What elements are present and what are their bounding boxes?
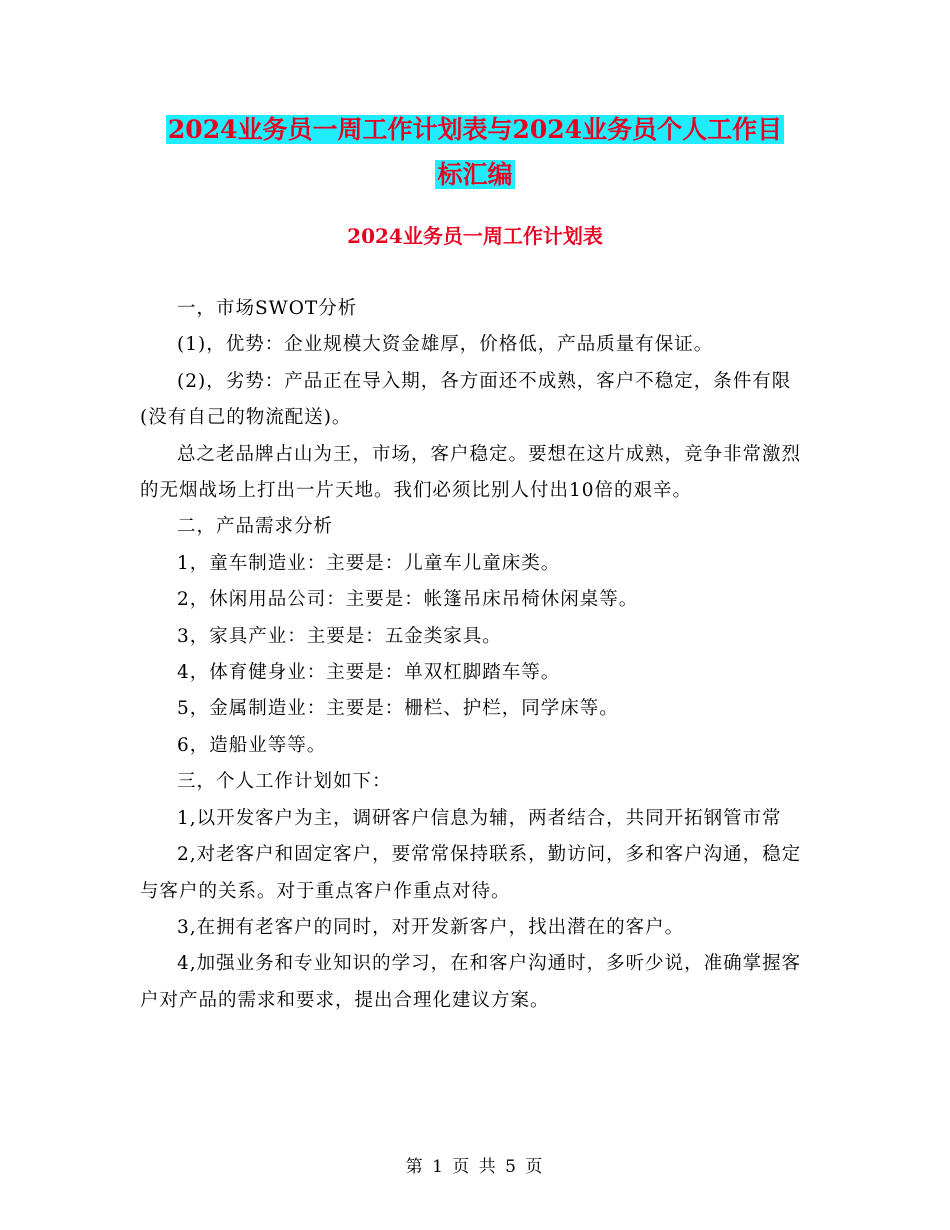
paragraph: 二，产品需求分析 (177, 516, 334, 538)
paragraph: 3,在拥有老客户的同时，对开发新客户，找出潜在的客户。 (177, 916, 685, 938)
paragraph: (1)，优势：企业规模大资金雄厚，价格低，产品质量有保证。 (177, 334, 714, 356)
paragraph: 1，童车制造业：主要是：儿童车儿童床类。 (177, 552, 561, 574)
paragraph: 三，个人工作计划如下： (177, 771, 392, 793)
paragraph: 5，金属制造业：主要是：栅栏、护栏，同学床等。 (177, 698, 619, 720)
paragraph: 4,加强业务和专业知识的学习，在和客户沟通时，多听少说，准确掌握客户对产品的需求和要求，提出合理化建议方案。 (140, 953, 802, 1011)
document-body (140, 291, 812, 1019)
paragraph: (2)，劣势：产品正在导入期，各方面还不成熟，客户不稳定，条件有限(没有自己的物流配送)。 (140, 370, 792, 429)
section-title: 2024业务员一周工作计划表 (347, 224, 603, 248)
paragraph: 6，造船业等等。 (177, 734, 327, 756)
paragraph: 1,以开发客户为主，调研客户信息为辅，两者结合，共同开拓钢管市常 (177, 807, 782, 829)
paragraph: 2，休闲用品公司：主要是：帐篷吊床吊椅休闲桌等。 (177, 589, 639, 611)
page-footer: 第 1 页 共 5 页 (405, 1157, 545, 1177)
paragraph: 总之老品牌占山为王，市场，客户稳定。要想在这片成熟，竞争非常激烈的无烟战场上打出一片天地。我们必须比别人付出10倍的艰辛。 (140, 443, 802, 502)
paragraph: 4，体育健身业：主要是：单双杠脚踏车等。 (177, 662, 561, 684)
paragraph: 3，家具产业：主要是：五金类家具。 (177, 625, 502, 647)
paragraph: 2,对老客户和固定客户，要常常保持联系，勤访问，多和客户沟通，稳定与客户的关系。对于重点客户作重点对待。 (140, 844, 802, 902)
document-title-line-2: 标汇编 (437, 160, 513, 189)
document-title-line-1: 2024业务员一周工作计划表与2024业务员个人工作目 (167, 115, 783, 144)
paragraph: 一，市场SWOT分析 (177, 298, 358, 319)
